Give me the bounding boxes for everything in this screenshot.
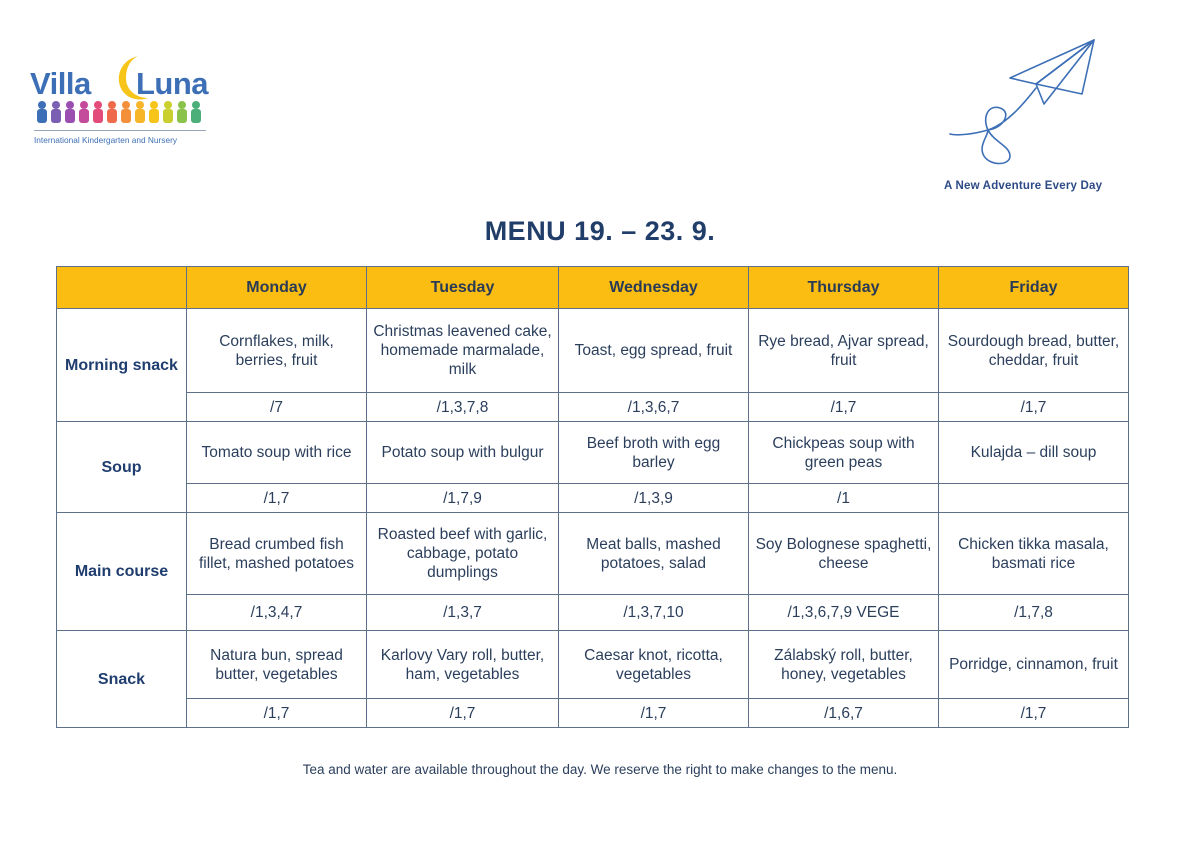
table-header-row (57, 267, 1129, 309)
allergen-cell: /1,3,6,7 (559, 393, 749, 422)
allergen-cell: /1,7 (367, 699, 559, 728)
allergen-row (57, 595, 1129, 631)
allergen-row (57, 484, 1129, 513)
header-day: Tuesday (367, 267, 559, 309)
meal-cell: Potato soup with bulgur (367, 422, 559, 484)
meal-cell: Beef broth with egg barley (559, 422, 749, 484)
footer-note: Tea and water are available throughout the day. We reserve the right to make changes to the menu. (302, 762, 898, 777)
meal-cell: Natura bun, spread butter, vegetables (187, 631, 367, 699)
logo-word-villa: Villa (30, 66, 91, 101)
header-corner (57, 267, 187, 309)
row-label: Main course (57, 513, 187, 631)
allergen-cell: /1,7 (939, 699, 1129, 728)
allergen-cell: /1,7 (187, 699, 367, 728)
allergen-cell (939, 484, 1129, 513)
menu-title: MENU 19. – 23. 9. (484, 216, 716, 246)
header-day: Thursday (749, 267, 939, 309)
meal-cell: Karlovy Vary roll, butter, ham, vegetables (367, 631, 559, 699)
meal-cell: Roasted beef with garlic, cabbage, potato dumplings (367, 513, 559, 595)
meal-cell: Chicken tikka masala, basmati rice (939, 513, 1129, 595)
allergen-cell: /1,7 (187, 484, 367, 513)
children-row-icon (34, 100, 206, 126)
logo-word-luna: Luna (136, 66, 209, 101)
meal-cell: Toast, egg spread, fruit (559, 309, 749, 393)
meal-cell: Soy Bolognese spaghetti, cheese (749, 513, 939, 595)
table-row (57, 631, 1129, 699)
allergen-cell: /7 (187, 393, 367, 422)
logo-divider (34, 130, 206, 131)
allergen-cell: /1,6,7 (749, 699, 939, 728)
allergen-cell: /1,3,9 (559, 484, 749, 513)
meal-cell: Meat balls, mashed potatoes, salad (559, 513, 749, 595)
meal-cell: Bread crumbed fish fillet, mashed potatoes (187, 513, 367, 595)
allergen-row (57, 699, 1129, 728)
table-row (57, 422, 1129, 484)
meal-cell: Chickpeas soup with green peas (749, 422, 939, 484)
tagline: A New Adventure Every Day (944, 180, 1103, 192)
weekly-menu-table (56, 266, 1129, 728)
meal-cell: Zálabský roll, butter, honey, vegetables (749, 631, 939, 699)
table-row (57, 513, 1129, 595)
villa-luna-logo (30, 52, 210, 152)
meal-cell: Caesar knot, ricotta, vegetables (559, 631, 749, 699)
allergen-cell: /1,7 (939, 393, 1129, 422)
allergen-cell: /1,3,7,10 (559, 595, 749, 631)
paper-plane-icon (944, 38, 1100, 170)
allergen-row (57, 393, 1129, 422)
table-row (57, 309, 1129, 393)
allergen-cell: /1,7,8 (939, 595, 1129, 631)
meal-cell: Kulajda – dill soup (939, 422, 1129, 484)
allergen-cell: /1,3,7,8 (367, 393, 559, 422)
header-day: Friday (939, 267, 1129, 309)
meal-cell: Tomato soup with rice (187, 422, 367, 484)
row-label: Soup (57, 422, 187, 513)
header-day: Wednesday (559, 267, 749, 309)
allergen-cell: /1,3,4,7 (187, 595, 367, 631)
logo-subtitle: International Kindergarten and Nursery (34, 135, 177, 145)
allergen-cell: /1,7,9 (367, 484, 559, 513)
allergen-cell: /1 (749, 484, 939, 513)
allergen-cell: /1,7 (749, 393, 939, 422)
meal-cell: Rye bread, Ajvar spread, fruit (749, 309, 939, 393)
row-label: Morning snack (57, 309, 187, 422)
row-label: Snack (57, 631, 187, 728)
meal-cell: Porridge, cinnamon, fruit (939, 631, 1129, 699)
header-day: Monday (187, 267, 367, 309)
allergen-cell: /1,7 (559, 699, 749, 728)
meal-cell: Christmas leavened cake, homemade marmalade, milk (367, 309, 559, 393)
allergen-cell: /1,3,7 (367, 595, 559, 631)
meal-cell: Cornflakes, milk, berries, fruit (187, 309, 367, 393)
allergen-cell: /1,3,6,7,9 VEGE (749, 595, 939, 631)
meal-cell: Sourdough bread, butter, cheddar, fruit (939, 309, 1129, 393)
